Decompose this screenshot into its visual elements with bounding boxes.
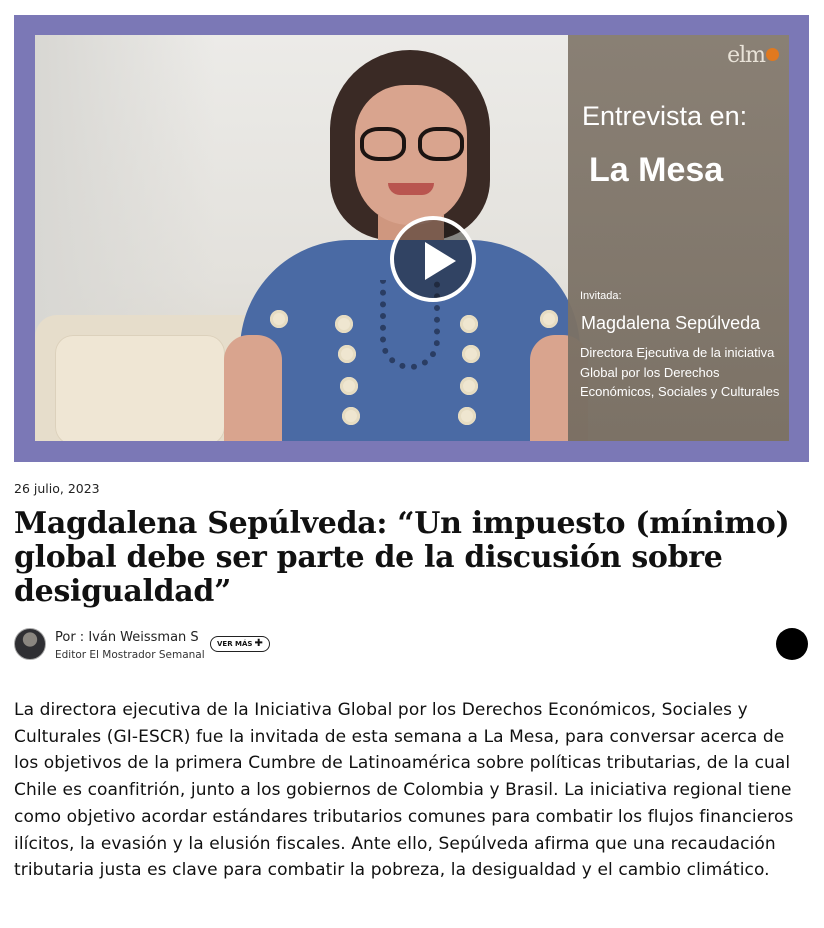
video-player[interactable] [14, 15, 809, 462]
guest-label: Invitada: [580, 290, 622, 302]
article-lead: La directora ejecutiva de la Iniciativa Global por los Derechos Económicos, Sociales y Culturales (GI-ESCR) fue la invitada de esta semana a La Mesa, para conversar acerca de los objetivos de la primera Cumbre de Latinoamérica sobre políticas tributarias, de la cual Chile es coanfitrión, junto a los gobiernos de Colombia y Brasil. La iniciativa regional tiene como objetivo acordar estándares tributarios comunes para combatir los flujos financieros ilícitos, la evasión y la elusión fiscales. Ante ello, Sepúlveda afirma que una recaudación tributaria justa es clave para combatir la pobreza, la desigualdad y el cambio climático. [14, 700, 794, 881]
elmostrador-logo: elm [727, 43, 779, 68]
see-more-button[interactable]: VER MÁS ✚ [210, 636, 270, 652]
article-date: 26 julio, 2023 [14, 481, 100, 496]
author-role: Editor El Mostrador Semanal [55, 649, 205, 661]
guest-role: Directora Ejecutiva de la iniciativa Global por los Derechos Económicos, Sociales y Culturales [580, 345, 780, 399]
plus-icon: ✚ [254, 638, 263, 649]
share-button[interactable] [776, 628, 808, 660]
logo-dot-icon [766, 48, 779, 61]
author-avatar[interactable] [14, 628, 46, 660]
author-byline[interactable]: Por : Iván Weissman S [55, 630, 199, 645]
play-icon [425, 242, 456, 280]
play-button[interactable] [390, 216, 476, 302]
interview-pretitle: Entrevista en: [582, 101, 748, 131]
video-thumbnail[interactable] [35, 35, 789, 441]
show-name: La Mesa [589, 151, 724, 189]
article-headline: Magdalena Sepúlveda: “Un impuesto (mínimo) global debe ser parte de la discusión sobre desigualdad” [14, 506, 790, 609]
glasses [360, 127, 464, 161]
sofa-cushion [55, 335, 225, 441]
interview-panel [568, 35, 789, 441]
guest-name: Magdalena Sepúlveda [581, 313, 761, 333]
